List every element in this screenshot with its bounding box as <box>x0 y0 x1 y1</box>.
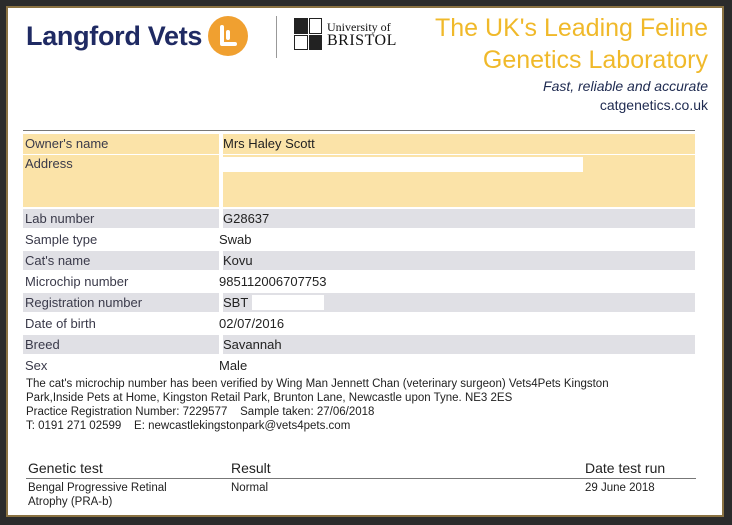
sample-type-row <box>23 230 695 249</box>
owners-name-label: Owner's name <box>25 136 109 151</box>
bristol-logo-line1: University of <box>327 20 391 34</box>
website-link[interactable]: catgenetics.co.uk <box>599 97 708 113</box>
lab-title-line2: Genetics Laboratory <box>482 46 708 74</box>
microchip-label: Microchip number <box>25 274 129 289</box>
breed-label: Breed <box>23 335 219 354</box>
sex-value: Male <box>219 358 248 373</box>
owners-name-value: Mrs Haley Scott <box>223 136 315 151</box>
address-row <box>23 155 695 207</box>
langford-bone-icon <box>208 16 248 56</box>
sample-type-label: Sample type <box>25 232 98 247</box>
lab-number-row <box>23 209 695 228</box>
registration-label: Registration number <box>23 293 219 312</box>
results-rule <box>26 478 696 479</box>
cats-name-value: Kovu <box>223 253 253 268</box>
tagline: Fast, reliable and accurate <box>543 78 708 94</box>
registration-value: SBT <box>223 295 249 310</box>
note-line2: Park,Inside Pets at Home, Kingston Retail Park, Brunton Lane, Newcastle upon Tyne. NE3 2ES <box>26 392 513 404</box>
result-value: Normal <box>231 482 269 494</box>
note-line3: Practice Registration Number: 7229577 Sample taken: 27/06/2018 <box>26 406 375 418</box>
university-of-bristol-logo <box>294 18 397 50</box>
date-test-run-value: 29 June 2018 <box>585 482 655 494</box>
table-top-rule <box>23 130 695 131</box>
dob-row <box>23 314 695 333</box>
sex-label: Sex <box>25 358 48 373</box>
col-genetic-test: Genetic test <box>28 460 103 476</box>
address-redaction <box>223 157 583 172</box>
registration-row <box>23 293 695 312</box>
note-line4: T: 0191 271 02599 E: newcastlekingstonpark@vets4pets.com <box>26 420 351 432</box>
dob-label: Date of birth <box>25 316 96 331</box>
lab-title-line1: The UK's Leading Feline <box>435 14 708 42</box>
bristol-crest-icon <box>294 18 322 50</box>
cats-name-row <box>23 251 695 270</box>
bristol-logo-line2: BRISTOL <box>327 32 397 49</box>
microchip-value: 985112006707753 <box>219 274 327 289</box>
breed-row <box>23 335 695 354</box>
verification-note <box>26 377 696 433</box>
registration-redaction <box>252 295 324 310</box>
lab-number-label: Lab number <box>23 209 219 228</box>
logo-divider <box>276 16 277 58</box>
langford-vets-logo <box>26 16 248 56</box>
col-result: Result <box>231 460 271 476</box>
owners-name-row <box>23 134 695 154</box>
lab-number-value: G28637 <box>223 211 270 226</box>
langford-vets-logo-text: Langford Vets <box>26 20 203 51</box>
sample-type-value: Swab <box>219 232 252 247</box>
col-date-test-run: Date test run <box>585 460 666 476</box>
lab-title <box>435 12 708 76</box>
cats-name-label: Cat's name <box>23 251 219 270</box>
test-name-line1: Bengal Progressive Retinal <box>28 482 167 494</box>
microchip-row <box>23 272 695 291</box>
breed-value: Savannah <box>223 337 282 352</box>
dob-value: 02/07/2016 <box>219 316 285 331</box>
test-name-line2: Atrophy (PRA-b) <box>28 496 113 508</box>
note-line1: The cat's microchip number has been verified by Wing Man Jennett Chan (veterinary surgeon) Vets4Pets Kingston <box>26 378 609 390</box>
sex-row <box>23 356 695 375</box>
address-label: Address <box>25 156 73 171</box>
